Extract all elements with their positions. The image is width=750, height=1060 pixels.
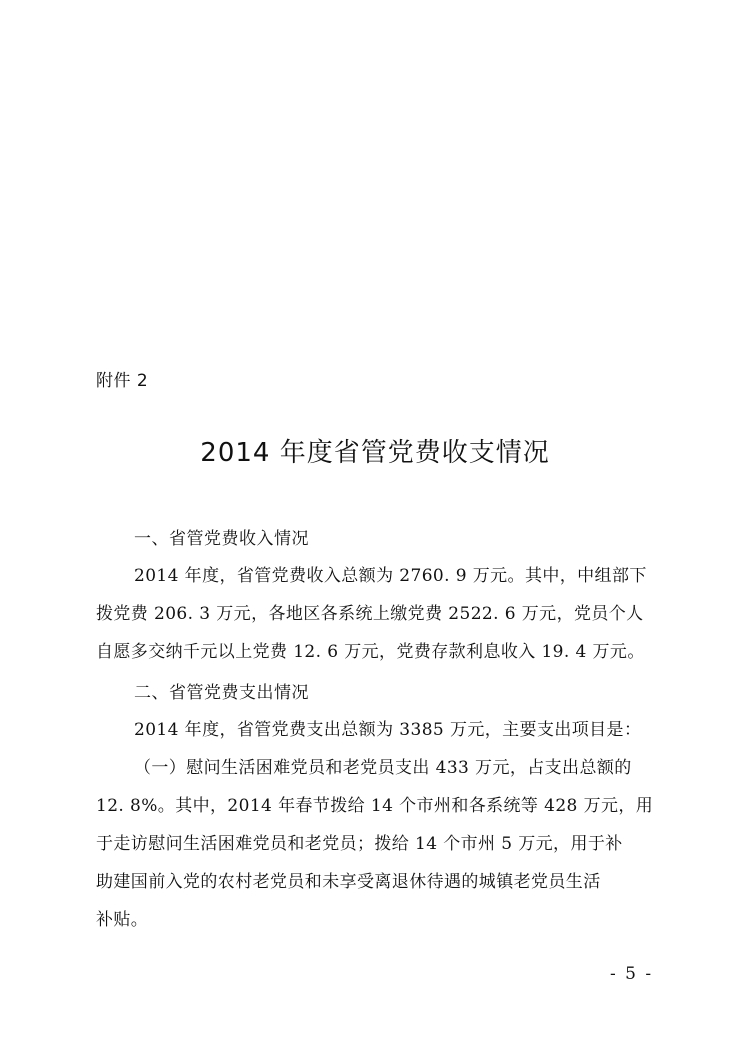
expenditure-paragraph-line: （一）慰问生活困难党员和老党员支出 433 万元，占支出总额的 [134,758,632,778]
income-paragraph-line: 2014 年度，省管党费收入总额为 2760. 9 万元。其中，中组部下 [134,566,647,586]
expenditure-paragraph-line: 助建国前入党的农村老党员和未享受离退休待遇的城镇老党员生活 [96,872,601,892]
income-paragraph-line: 拨党费 206. 3 万元，各地区各系统上缴党费 2522. 6 万元，党员个人 [96,604,644,624]
document-title: 2014 年度省管党费收支情况 [200,438,550,468]
section-heading-expenditure: 二、省管党费支出情况 [134,683,309,703]
expenditure-paragraph-line: 补贴。 [96,910,149,930]
income-paragraph-line: 自愿多交纳千元以上党费 12. 6 万元，党费存款利息收入 19. 4 万元。 [96,642,645,662]
attachment-label: 附件 2 [96,371,149,391]
expenditure-paragraph-line: 12. 8%。其中，2014 年春节拨给 14 个市州和各系统等 428 万元，用 [96,796,654,816]
expenditure-paragraph-line: 2014 年度，省管党费支出总额为 3385 万元，主要支出项目是： [134,720,642,740]
expenditure-paragraph-line: 于走访慰问生活困难党员和老党员；拨给 14 个市州 5 万元，用于补 [96,834,623,854]
page-number: - 5 - [610,964,654,984]
section-heading-income: 一、省管党费收入情况 [134,529,309,549]
